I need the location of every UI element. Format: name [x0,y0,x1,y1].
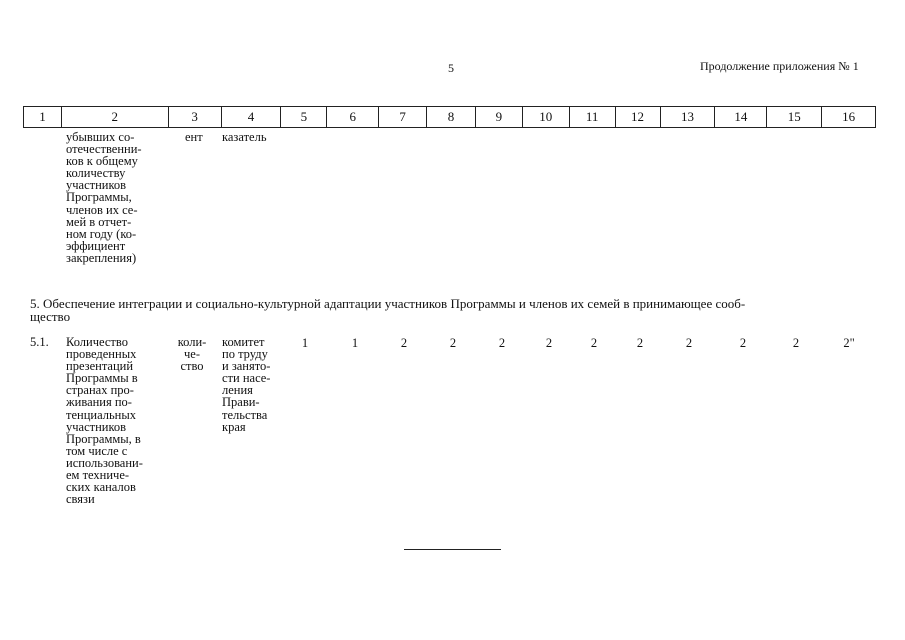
row-indicator: Количество проведенных презентаций Программы в странах про- живания по- тенциальных участников Программы, в том числе с использовани- ем техниче- ских каналов связи [66,335,143,507]
header-cell: 8 [427,107,476,127]
header-cell: 1 [24,107,62,127]
header-cell: 7 [379,107,427,127]
header-cell: 16 [842,109,856,124]
value-cell: 2 [590,336,598,350]
value-cell: 2 [792,336,800,350]
header-cell: 13 [661,107,716,127]
header-cell: 2 [62,107,169,127]
value-cell: 2 [685,336,693,350]
carry-indicator-text: убывших со- отечественни- ков к общему количеству участников Программы, членов их се- мей в отчет- ном году (ко- эффициент закрепления) [66,130,142,265]
continuation-label: Продолжение приложения № 1 [700,59,859,73]
value-cell: 1 [301,336,309,350]
header-cell: 15 [767,107,822,127]
header-cell: 3 [169,107,222,127]
value-cell: 2 [498,336,506,350]
value-cell: 2 [449,336,457,350]
carry-source-text: казатель [222,130,267,144]
footer-rule [404,549,501,550]
value-cell: 1 [351,336,359,350]
header-cell: 9 [476,107,523,127]
value-cell: 2 [739,336,747,350]
value-cell: 2 [400,336,408,350]
row-executor: комитет по труду и занято- сти насе- ления Прави- тельства края [222,335,271,434]
value-cell: 2" [843,336,855,350]
carry-unit-text: ент [185,130,203,144]
table-header-row [23,106,876,128]
value-cell: 2 [636,336,644,350]
header-cell: 12 [616,107,661,127]
value-cell: 2 [545,336,553,350]
header-cell: 5 [281,107,327,127]
row-number: 5.1. [30,335,49,349]
header-cell: 4 [222,107,282,127]
header-cell: 14 [715,107,767,127]
page-number: 5 [448,61,454,75]
header-cell: 11 [570,107,616,127]
header-cell: 10 [523,107,570,127]
row-unit: коли- че- ство [177,335,207,374]
section-5-heading: 5. Обеспечение интеграции и социально-культурной адаптации участников Программы и членов их семей в принимающее сооб- щество [30,296,746,324]
header-cell: 6 [327,107,379,127]
